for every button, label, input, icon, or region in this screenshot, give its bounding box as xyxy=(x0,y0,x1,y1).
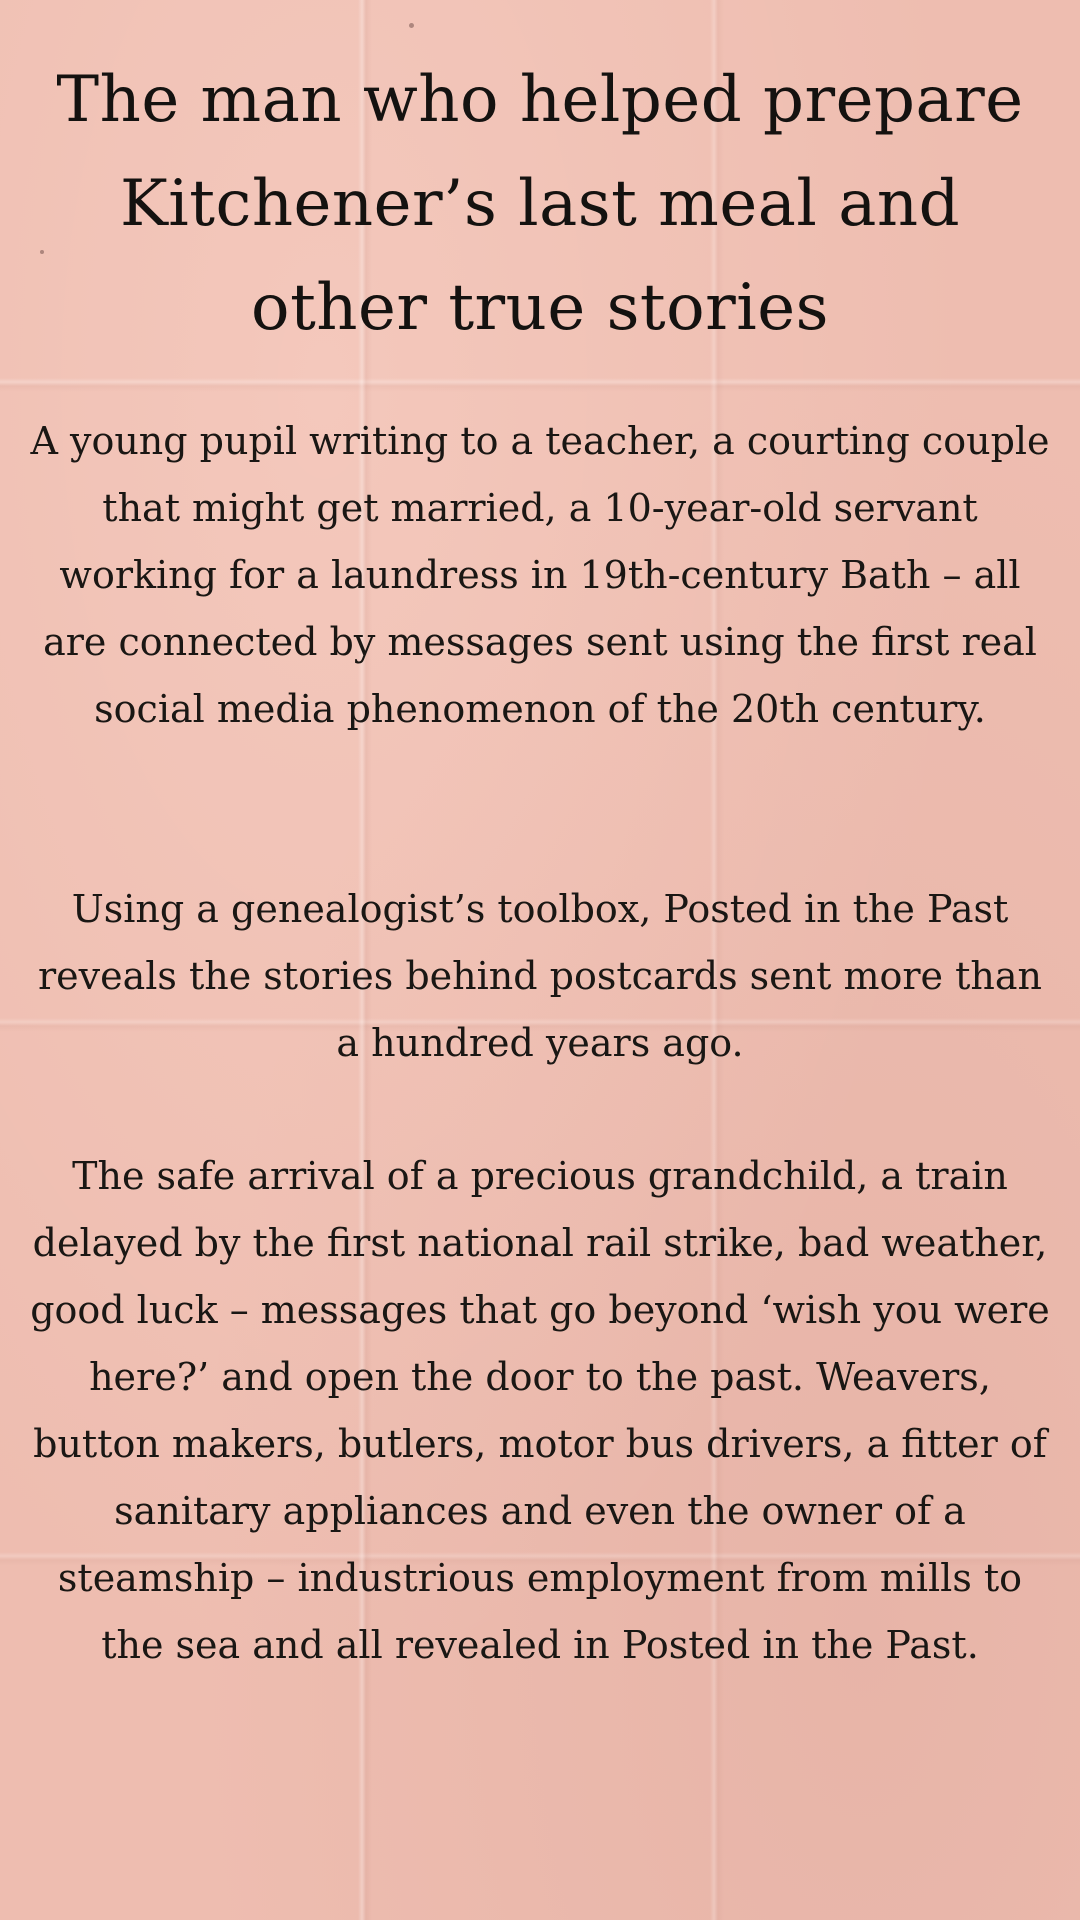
paragraph-intro: A young pupil writing to a teacher, a courting couple that might get married, a 10-year-old servant working for a laundress in 19th-century Bath – all are connected by messages sent using the first real social media phenomenon of the 20th century. xyxy=(30,419,1050,731)
paragraph-messages: The safe arrival of a precious grandchild, a train delayed by the first national rail strike, bad weather, good luck – messages that go beyond ‘wish you were here?’ and open the door to the past. Weavers, button makers, butlers, motor bus drivers, a fitter of sanitary appliances and even the owner of a steamship – industrious employment from mills to the sea and all revealed in Posted in the Past. xyxy=(30,1154,1050,1667)
paragraph-toolbox: Using a genealogist’s toolbox, Posted in the Past reveals the stories behind postcards sent more than a hundred years ago. xyxy=(38,887,1042,1065)
paper-speck xyxy=(409,23,414,28)
page-title: The man who helped prepare Kitchener’s last meal and other true stories xyxy=(56,63,1024,345)
